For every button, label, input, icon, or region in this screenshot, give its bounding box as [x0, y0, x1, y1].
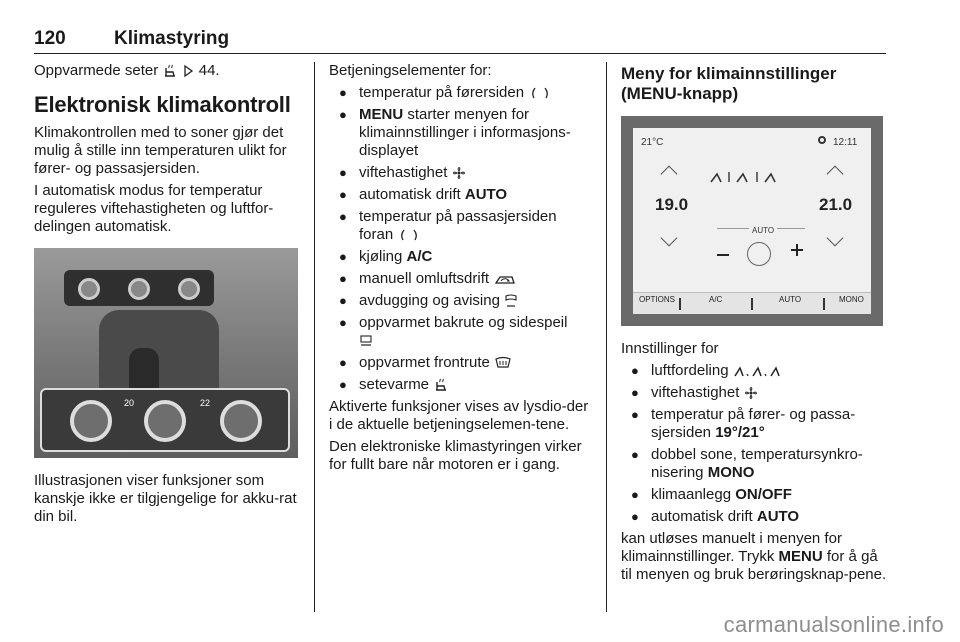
- left-temp-knob: [70, 400, 112, 442]
- outside-temp: 21°C: [641, 137, 664, 148]
- rear-defrost-icon: [359, 334, 373, 348]
- defrost-max-icon: [504, 293, 518, 309]
- front-defrost-icon: [494, 356, 512, 370]
- right-temp: 21.0: [819, 195, 853, 214]
- column-3: [621, 62, 887, 588]
- list-item: ● manuell omluftsdrift: [329, 270, 591, 288]
- paragraph: Klimakontrollen med to soner gjør det mulig å stille inn temperaturen ulikt for fører- og passasjersiden.: [34, 124, 287, 177]
- list-item: ● setevarme: [329, 376, 591, 394]
- left-temp-up-icon: [661, 166, 678, 183]
- list-item: ● temperatur på førersiden: [329, 84, 591, 102]
- list-item: ● oppvarmet bakrute og sidespeil: [329, 314, 591, 350]
- auto-button[interactable]: AUTO: [779, 295, 802, 304]
- section-heading: Elektronisk klimakontroll: [34, 92, 291, 117]
- watermark: carmanualsonline.info: [723, 612, 944, 637]
- page-number: 120: [34, 28, 66, 49]
- right-temp-up-icon: [827, 166, 844, 183]
- column-divider: [606, 62, 607, 612]
- fan-minus-icon: [717, 254, 729, 256]
- figure-caption: Illustrasjonen viser funksjoner som kanskje ikke er tilgjengelige for akku-rat din bil.: [34, 472, 297, 525]
- paragraph: I automatisk modus for temperatur reguleres viftehastigheten og luftfor-delingen automatisk.: [34, 182, 274, 235]
- fan-icon: [744, 386, 758, 400]
- column-1: [34, 62, 300, 530]
- list-item: ● avdugging og avising: [329, 292, 591, 310]
- fan-icon: [452, 166, 466, 180]
- climate-menu-screenshot: [621, 116, 883, 326]
- list-item: ● temperatur på passasjersiden foran: [329, 208, 591, 244]
- seat-heat-icon: [162, 63, 178, 79]
- mono-button[interactable]: MONO: [839, 295, 864, 304]
- seat-heat-icon: [433, 377, 449, 393]
- right-temp-knob: [220, 400, 262, 442]
- list-intro: Innstillinger for: [621, 340, 719, 357]
- climate-control-photo: [34, 248, 298, 458]
- controls-list: [329, 84, 591, 394]
- options-button[interactable]: OPTIONS: [639, 295, 676, 304]
- cross-reference: Oppvarmede seter 44.: [34, 62, 220, 79]
- page-ref-icon: [183, 64, 195, 78]
- right-temp-label: 22: [200, 398, 211, 408]
- mode-label: AUTO: [749, 222, 777, 240]
- paragraph: kan utløses manuelt i menyen for klimainnstillinger. Trykk MENU for å gå til menyen og bruk berøringsknap-pene.: [621, 530, 887, 583]
- screen-button-bar: [633, 292, 871, 314]
- paragraph: Den elektroniske klimastyringen virker for fullt bare når motoren er i gang.: [329, 438, 582, 473]
- knob: [128, 278, 150, 300]
- paragraph: Aktiverte funksjoner vises av lysdio-der i de aktuelle betjeningselemen-tene.: [329, 398, 589, 433]
- list-item: ● klimaanlegg ON/OFF: [621, 486, 887, 504]
- chapter-title: Klimastyring: [114, 28, 230, 49]
- right-temp-down-icon: [827, 230, 844, 247]
- knob: [78, 278, 100, 300]
- air-distribution-icon: [733, 364, 787, 378]
- knob: [178, 278, 200, 300]
- left-temp-down-icon: [661, 230, 678, 247]
- list-item: ● oppvarmet frontrute: [329, 354, 591, 372]
- left-temp-label: 20: [124, 398, 135, 408]
- list-item: ● temperatur på fører- og passa-sjersiden 19°/21°: [621, 406, 887, 442]
- clock: 12:11: [833, 137, 858, 148]
- list-item: ● luftfordeling: [621, 362, 887, 380]
- fan-icon: [747, 242, 771, 266]
- list-item: ● viftehastighet: [329, 164, 591, 182]
- temp-arrows-icon: [528, 86, 554, 100]
- section-heading: Meny for klimainnstillinger (MENU-knapp): [621, 64, 837, 103]
- list-item: ● automatisk drift AUTO: [329, 186, 591, 204]
- list-intro: Betjeningselementer for:: [329, 62, 492, 79]
- page-header: [34, 28, 886, 54]
- fan-knob: [144, 400, 186, 442]
- list-item: ● viftehastighet: [621, 384, 887, 402]
- column-divider: [314, 62, 315, 612]
- settings-list: [621, 362, 887, 526]
- list-item: ● kjøling A/C: [329, 248, 591, 266]
- info-display: [633, 128, 871, 314]
- gear-icon: [817, 135, 827, 145]
- temp-arrows-icon: [397, 228, 423, 242]
- list-item: ● dobbel sone, temperatursynkro-nisering MONO: [621, 446, 887, 482]
- recirculation-icon: [493, 272, 517, 286]
- list-item: ● MENU starter menyen for klimainnstillinger i informasjons-displayet: [329, 106, 591, 160]
- air-distribution-icon: [707, 168, 797, 186]
- column-2: [329, 62, 591, 478]
- list-item: ● automatisk drift AUTO: [621, 508, 887, 526]
- ac-button[interactable]: A/C: [709, 295, 723, 304]
- left-temp: 19.0: [655, 195, 689, 214]
